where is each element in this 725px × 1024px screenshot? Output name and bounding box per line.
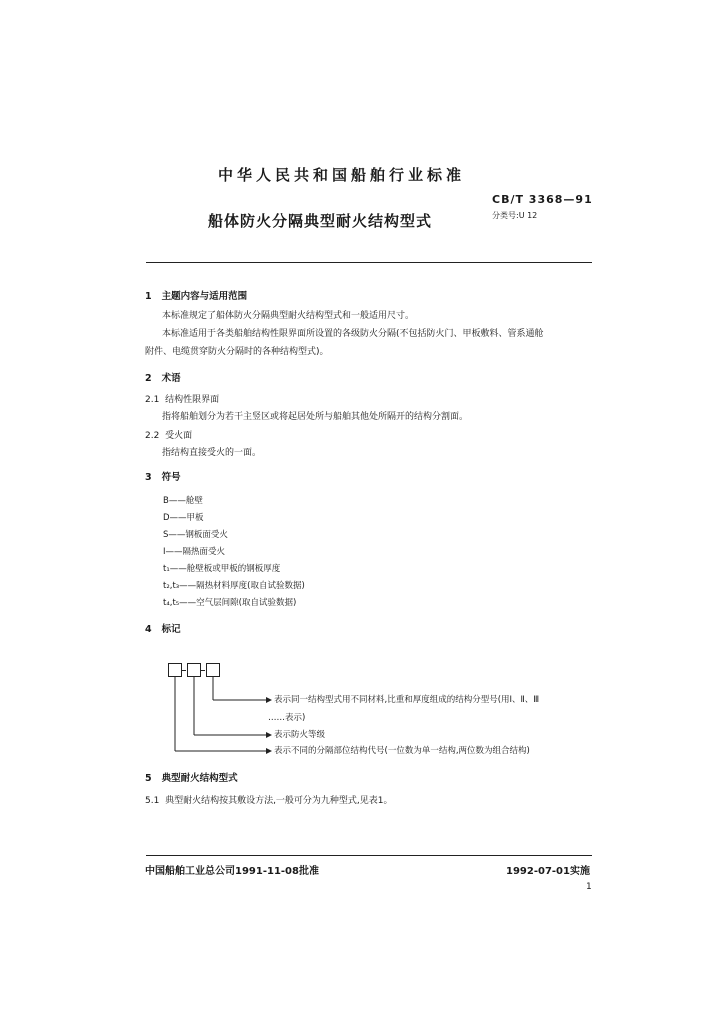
section-2-1-definition: 指将船舶划分为若干主竖区或将起居处所与船舶其他处所隔开的结构分割面。 [162,412,469,422]
symbol-item: t₂,t₃——隔热材料厚度(取自试验数据) [163,581,305,591]
section-2-heading: 2 术语 [145,373,181,384]
section-1-para-2b: 附件、电缆贯穿防火分隔时的各种结构型式)。 [145,347,329,357]
section-2-2-heading: 2.2 受火面 [145,431,193,441]
symbol-item: t₄,t₅——空气层间隙(取自试验数据) [163,598,297,608]
marking-structure-code-text: 表示不同的分隔部位结构代号(一位数为单一结构,两位数为组合结构) [274,746,530,756]
section-5-heading: 5 典型耐火结构型式 [145,773,238,784]
classification-number: 分类号:U 12 [492,211,538,220]
symbol-item: S——钢板面受火 [163,530,228,540]
approval-line: 中国船舶工业总公司1991-11-08批准 [145,866,319,877]
standard-code: CB/T 3368—91 [492,193,593,206]
effective-date: 1992-07-01实施 [506,866,590,877]
section-1-heading: 1 主题内容与适用范围 [145,291,248,302]
issuing-body-title: 中华人民共和国船舶行业标准 [218,166,466,184]
marking-fire-rating-text: 表示防火等级 [274,730,326,740]
symbol-item: D——甲板 [163,513,204,523]
marking-subtype-text-cont: ……表示) [268,713,306,723]
symbol-item: I——隔热面受火 [163,547,226,557]
page-number: 1 [586,882,592,892]
symbol-item: B——舱壁 [163,496,203,506]
section-2-1-heading: 2.1 结构性限界面 [145,395,220,405]
section-1-para-1: 本标准规定了船体防火分隔典型耐火结构型式和一般适用尺寸。 [162,311,415,321]
section-1-para-2a: 本标准适用于各类船舶结构性限界面所设置的各级防火分隔(不包括防火门、甲板敷料、管系通舱 [162,329,544,339]
section-2-2-definition: 指结构直接受火的一面。 [162,448,262,458]
symbol-item: t₁——舱壁板或甲板的钢板厚度 [163,564,281,574]
section-4-heading: 4 标记 [145,624,181,635]
footer-rule [146,855,592,856]
marking-subtype-text: 表示同一结构型式用不同材料,比重和厚度组成的结构分型号(用Ⅰ、Ⅱ、Ⅲ [274,695,540,705]
section-3-heading: 3 符号 [145,472,181,483]
section-5-1-text: 5.1 典型耐火结构按其敷设方法,一般可分为九种型式,见表1。 [145,796,393,806]
document-title: 船体防火分隔典型耐火结构型式 [208,212,433,230]
